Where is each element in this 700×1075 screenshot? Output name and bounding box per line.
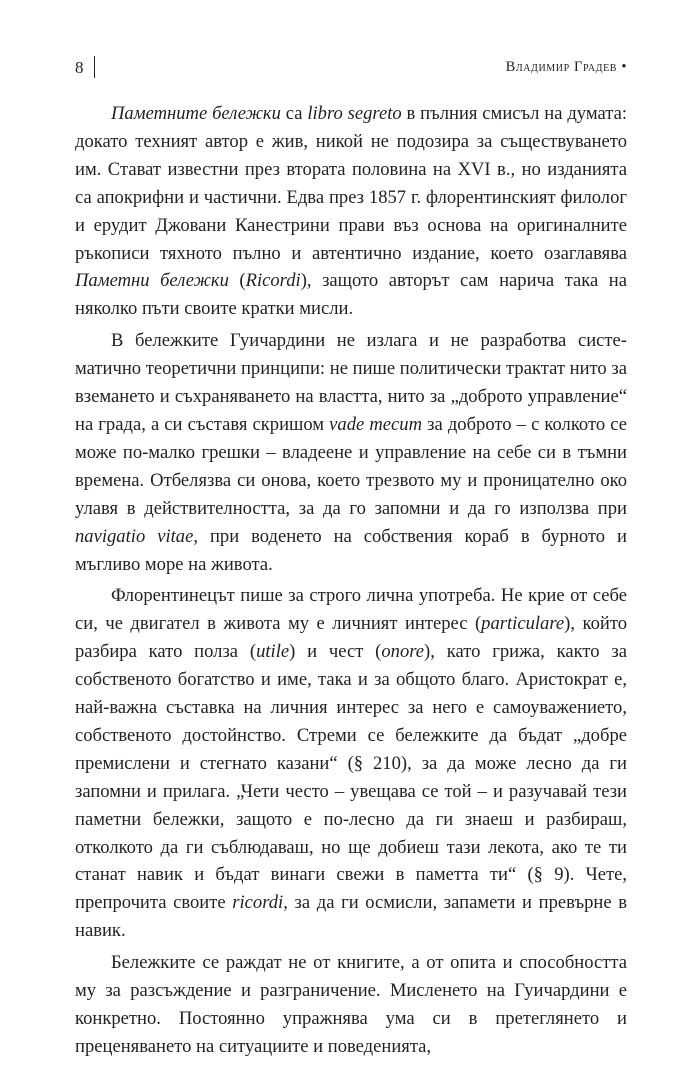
paragraph-1: [75, 100, 627, 323]
text-run: ) и чест (: [289, 641, 382, 663]
italic-text: utile: [256, 641, 290, 663]
italic-text: particulare: [481, 613, 565, 635]
author-name: Владимир Градев: [505, 59, 618, 75]
italic-text: Паметни бележки: [75, 270, 229, 292]
text-run: ), като грижа, както за собственото богатство и име, така и за общото благо. Аристократ е, най-важна съставка на личния интерес за него е самоуважението, собственото достойнство. Стреми се бележките да бъдат „добре премислени и стегнато казани“ (§ 210), за да може лесно да ги запомни и прилага. „Чети често – увещава се той – и разучавай тези паметни бележки, защото е по-лесно да ги знаеш и разбираш, отколкото да ги съблюдаваш, но ще добиеш тази лекота, ако те ти станат навик и бъдат винаги свежи в паметта ти“ (§ 9). Чете, препрочита своите: [75, 641, 628, 914]
paragraph-2: [75, 327, 627, 578]
text-run: са: [280, 103, 308, 124]
text-run: Флорентинецът пише за строго лична употреба. Не крие от себе си, че двигател в живота му е личният интерес (: [75, 585, 627, 635]
text-run: , за да ги осмисли, запамети и превърне в навик.: [75, 892, 627, 942]
page-number: 8: [75, 58, 84, 77]
paragraph-4: [75, 949, 627, 1061]
italic-text: Паметните бележки: [111, 103, 281, 124]
body-text: [75, 100, 627, 1061]
text-run: В бележките Гуичардини не излага и не разработва систематично теоретични принципи: не пише политически трактат нито за вземането и съхраняването на властта, нито за „доброто управление“ на града, а си съставя скришом: [75, 330, 627, 435]
paragraph-3: [75, 582, 627, 945]
text-run: ), защото авторът сам нарича така на няколко пъти своите кратки мисли.: [75, 270, 628, 320]
italic-text: Ricordi: [245, 270, 301, 292]
text-run: , при воденето на собствения кораб в бурното и мъгливо море на живота.: [75, 525, 627, 575]
italic-text: vade mecum: [329, 413, 423, 435]
header-bullet: •: [621, 59, 627, 75]
running-head: [506, 59, 627, 76]
italic-text: navigatio vitae: [75, 525, 194, 547]
italic-text: ricordi: [232, 892, 284, 914]
text-run: за доброто – с колкото се може по-малко грешки – владеене и управление на себе си в тъмни времена. Отбелязва си онова, което трезвото му и проницателно око улавя в действителността, за да го запомни и да го използва при: [75, 413, 627, 519]
text-run: в пълния смисъл на думата: докато техният автор е жив, никой не подозира за съществуването им. Стават известни през втората половина на XVI в., но изданията са апокрифни и частични. Едва през 1857 г. флорентинският филолог и ерудит Джовани Канестрини прави въз основа на оригиналните ръкописи тяхното пълно и автентично издание, което озаглавява: [75, 103, 628, 264]
page-number-divider: [94, 56, 95, 78]
text-run: Бележките се раждат не от книгите, а от опита и способността му за разсъждение и разграничение. Мисленето на Гуичардини е конкретно. Постоянно упражнява ума си в претеглянето и преценяването на ситуациите и поведенията,: [75, 952, 627, 1057]
italic-text: onore: [381, 641, 425, 663]
italic-text: libro segreto: [307, 103, 402, 124]
page-header: [75, 56, 627, 82]
text-run: ), който разбира като полза (: [75, 613, 627, 663]
text-run: (: [228, 270, 246, 292]
